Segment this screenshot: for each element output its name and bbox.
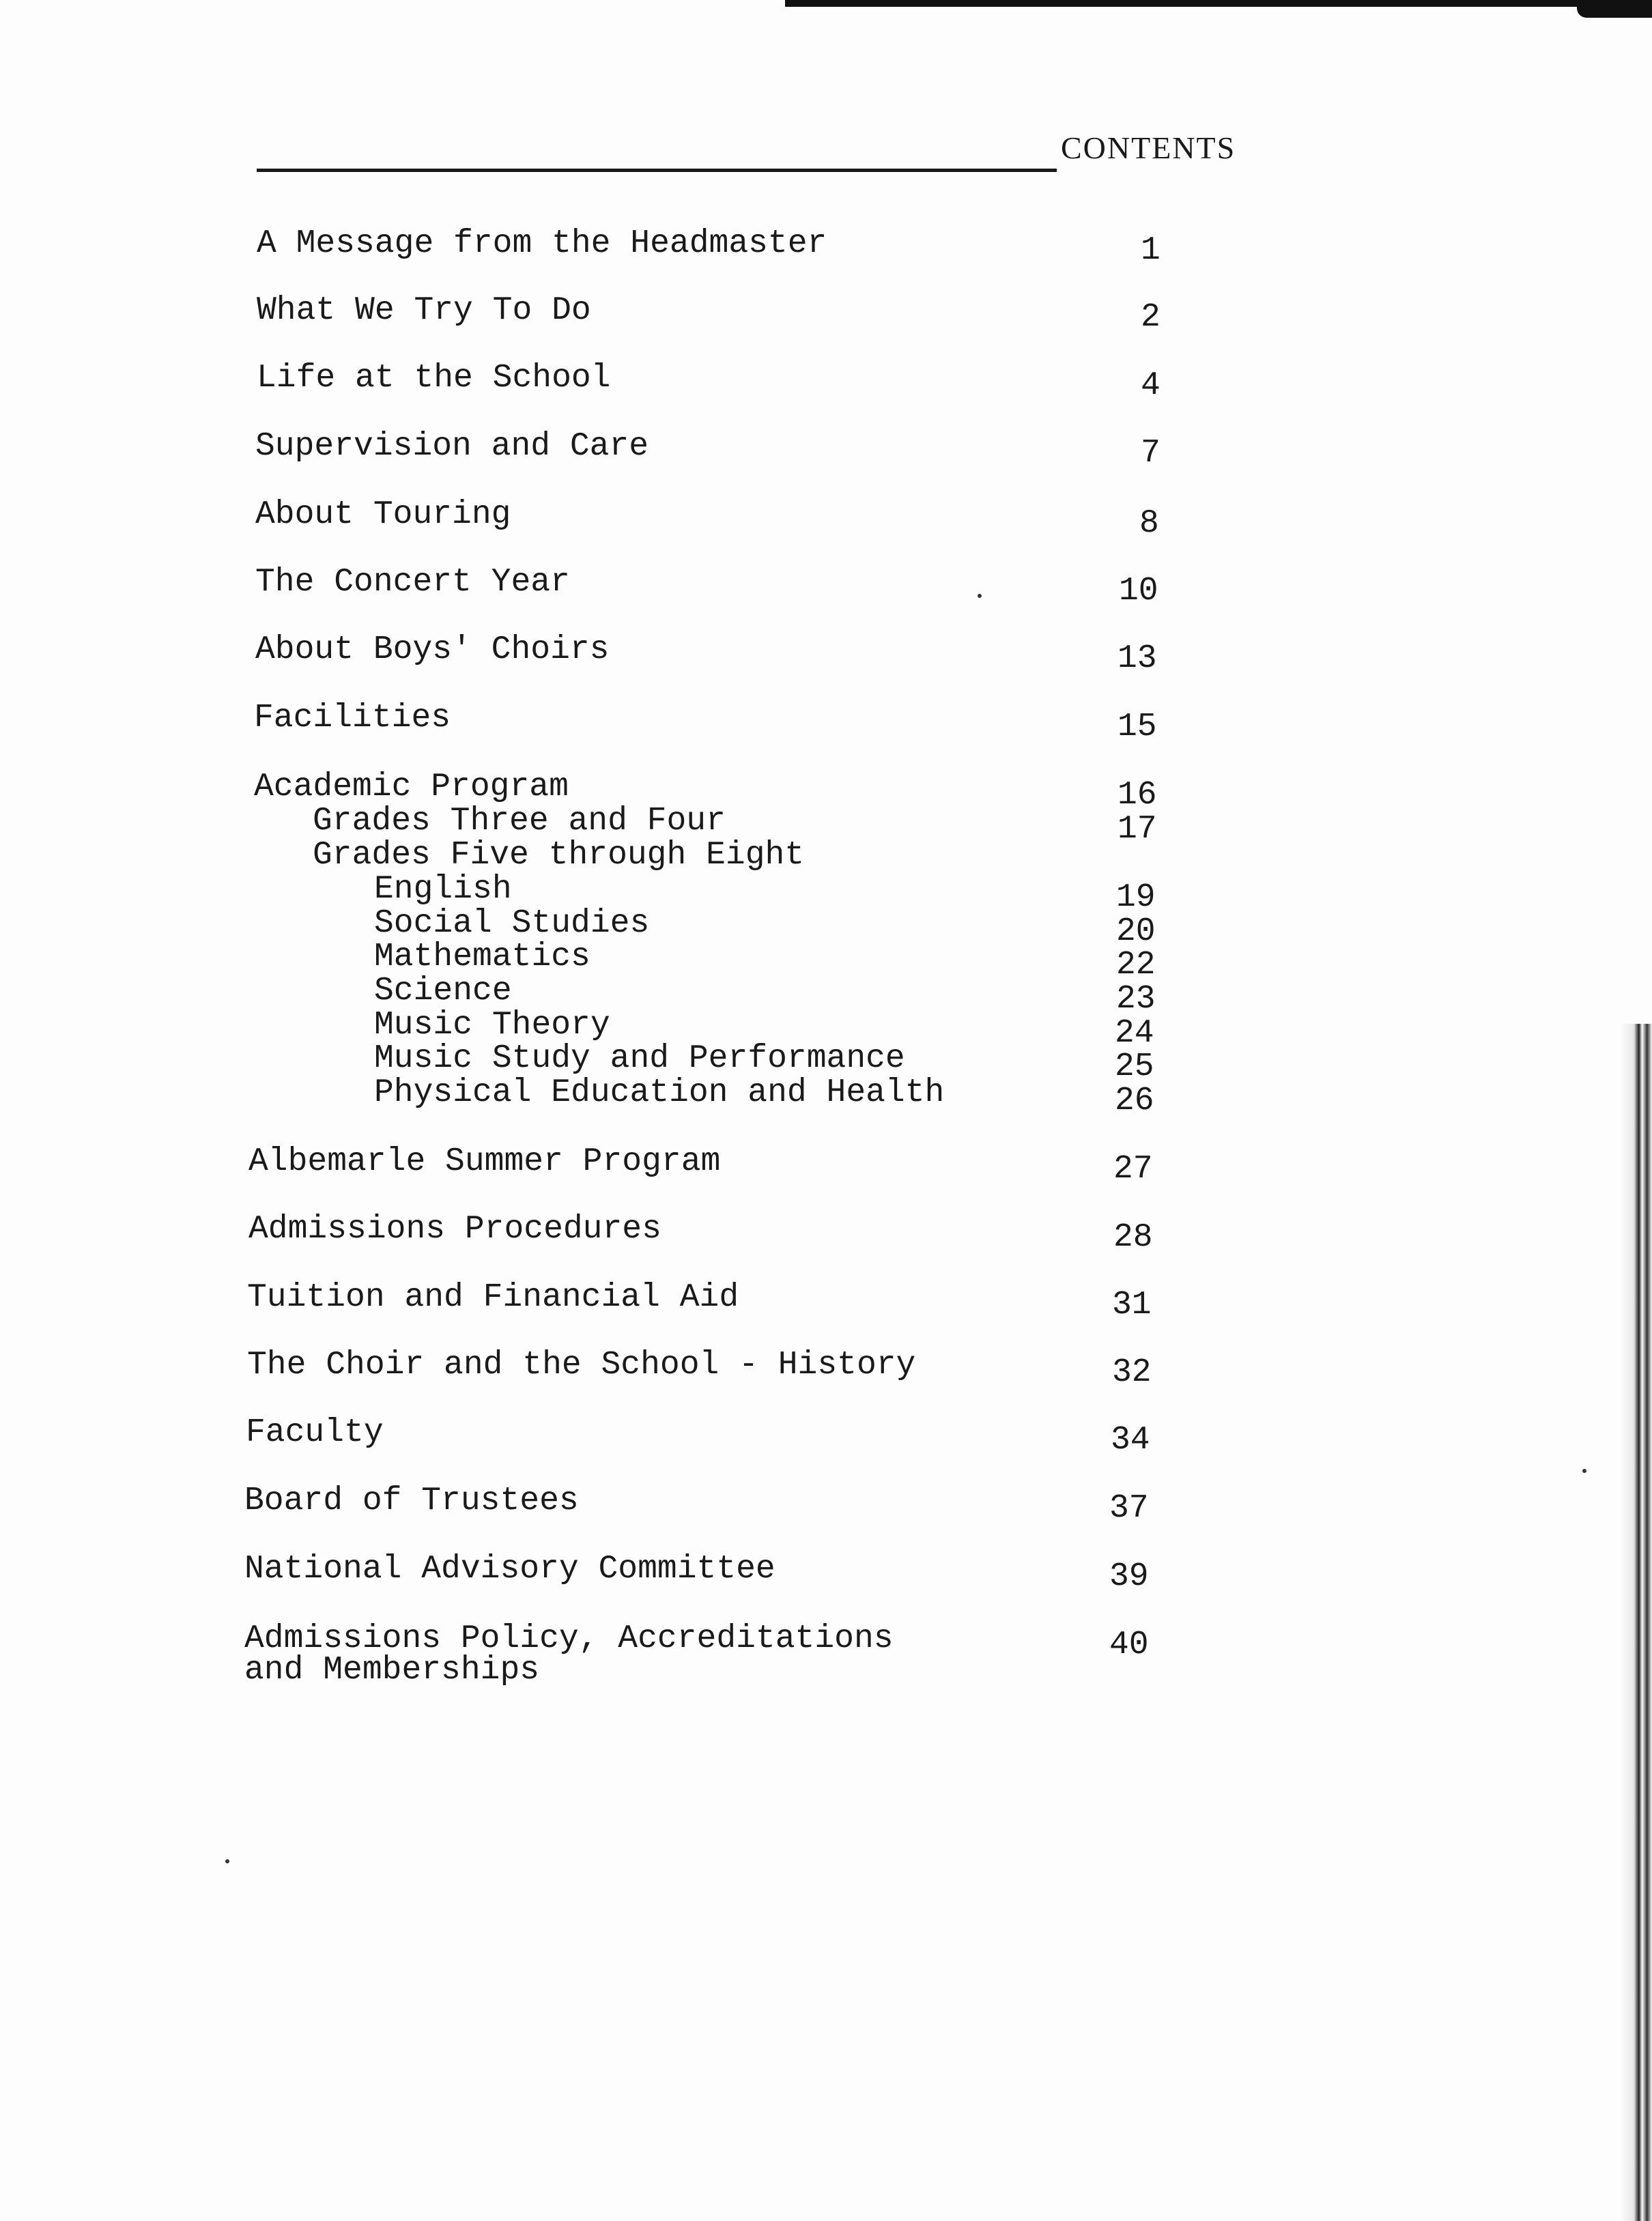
toc-entry-page: 7 xyxy=(1141,435,1160,472)
toc-entry-page: 32 xyxy=(1112,1354,1152,1391)
toc-entry-page: 37 xyxy=(1109,1490,1149,1527)
toc-entry-page: 27 xyxy=(1113,1151,1153,1188)
toc-entry-page: 31 xyxy=(1112,1287,1152,1323)
toc-entry-title: National Advisory Committee xyxy=(244,1551,775,1588)
toc-entry-title: Facilities xyxy=(254,700,451,736)
toc-entry-page: 34 xyxy=(1111,1422,1150,1459)
toc-entry-title: Albemarle Summer Program xyxy=(248,1143,721,1180)
toc-subsubentry-title: Music Theory xyxy=(374,1007,610,1044)
toc-entry-title: Supervision and Care xyxy=(255,428,649,465)
toc-entry-page: 13 xyxy=(1117,640,1157,677)
toc-entry-page: 22 xyxy=(1116,947,1156,984)
toc-entry-title: Board of Trustees xyxy=(244,1482,579,1519)
toc-subsubentry-title: Social Studies xyxy=(374,905,650,942)
scan-speck xyxy=(1582,1469,1586,1473)
toc-entry-page: 4 xyxy=(1141,367,1160,404)
toc-entry-page: 23 xyxy=(1116,981,1156,1018)
toc-entry-title: Tuition and Financial Aid xyxy=(247,1279,739,1316)
toc-entry-title: Academic Program xyxy=(254,769,569,805)
toc-subsubentry-title: English xyxy=(374,871,512,908)
toc-subsubentry-title: Music Study and Performance xyxy=(374,1040,905,1077)
toc-subentry-title: Grades Five through Eight xyxy=(313,837,805,874)
header-rule xyxy=(257,169,1057,172)
toc-entry-title-continued: and Memberships xyxy=(244,1652,540,1689)
toc-entry-title: Admissions Procedures xyxy=(248,1211,661,1248)
toc-entry-title: About Boys' Choirs xyxy=(255,631,610,668)
toc-entry-title: The Choir and the School - History xyxy=(247,1347,916,1384)
toc-entry-page: 8 xyxy=(1139,505,1159,542)
toc-entry-title: Admissions Policy, Accreditations xyxy=(244,1620,894,1657)
scan-speck xyxy=(225,1859,229,1863)
toc-entry-page: 10 xyxy=(1119,573,1158,610)
toc-subsubentry-title: Science xyxy=(374,973,512,1009)
toc-entry-title: What We Try To Do xyxy=(257,292,591,329)
toc-entry-page: 19 xyxy=(1116,879,1156,916)
toc-entry-page: 1 xyxy=(1141,232,1160,269)
toc-entry-page: 26 xyxy=(1115,1083,1154,1119)
toc-entry-page: 17 xyxy=(1117,811,1157,848)
toc-entry-page: 24 xyxy=(1115,1015,1154,1052)
scan-edge-right xyxy=(1619,1024,1652,2221)
toc-entry-page: 39 xyxy=(1109,1558,1149,1595)
toc-entry-title: A Message from the Headmaster xyxy=(257,225,827,262)
toc-entry-title: Life at the School xyxy=(257,360,611,397)
scan-edge-top xyxy=(785,0,1652,7)
scan-speck xyxy=(978,594,982,598)
toc-entry-page: 40 xyxy=(1109,1627,1149,1663)
toc-subsubentry-title: Mathematics xyxy=(374,938,590,975)
toc-entry-page: 2 xyxy=(1141,299,1160,336)
toc-entry-title: Faculty xyxy=(246,1414,384,1451)
toc-subsubentry-title: Physical Education and Health xyxy=(374,1074,945,1111)
toc-entry-page: 20 xyxy=(1116,913,1156,950)
toc-entry-page: 25 xyxy=(1115,1048,1154,1085)
toc-subentry-title: Grades Three and Four xyxy=(313,803,726,840)
toc-entry-page: 28 xyxy=(1113,1219,1153,1256)
toc-entry-page: 16 xyxy=(1117,777,1157,814)
scan-edge-corner xyxy=(1577,0,1652,18)
toc-entry-page: 15 xyxy=(1117,708,1157,745)
contents-heading: CONTENTS xyxy=(1061,130,1236,165)
toc-entry-title: About Touring xyxy=(255,496,511,533)
toc-entry-title: The Concert Year xyxy=(255,564,570,601)
